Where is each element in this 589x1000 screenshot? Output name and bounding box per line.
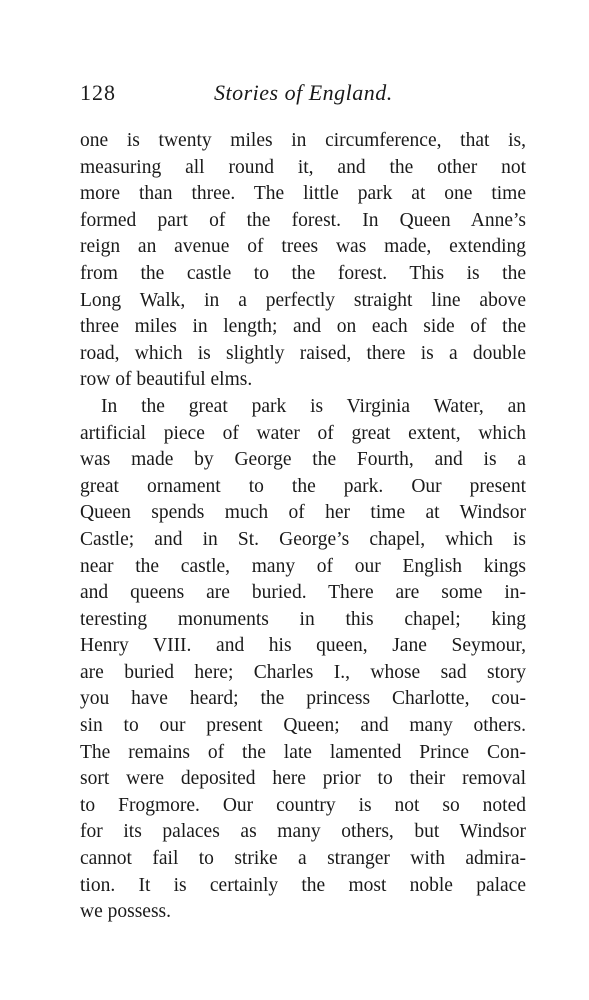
text-line: tion. It is certainly the most noble palace: [80, 874, 526, 896]
text-line: sort were deposited here prior to their removal: [80, 768, 526, 790]
text-line: one is twenty miles in circumference, that is,: [80, 130, 526, 151]
text-line: from the castle to the forest. This is the: [80, 262, 526, 284]
running-head: [80, 78, 530, 108]
text-line: are buried here; Charles I., whose sad story: [80, 661, 526, 683]
text-line: sin to our present Queen; and many others.: [80, 715, 526, 737]
text-line: road, which is slightly raised, there is a double: [80, 342, 526, 364]
text-line: measuring all round it, and the other not: [80, 156, 526, 178]
paragraph-1: [80, 128, 526, 394]
text-line: three miles in length; and on each side of the: [80, 316, 526, 338]
text-line: cannot fail to strike a stranger with admira-: [80, 848, 526, 870]
text-line: and queens are buried. There are some in-: [80, 582, 526, 604]
text-line: The remains of the late lamented Prince Con-: [80, 741, 526, 763]
text-line: Long Walk, in a perfectly straight line above: [80, 289, 526, 311]
text-line: we possess.: [80, 901, 171, 923]
page-number: 128: [80, 80, 116, 105]
text-line: to Frogmore. Our country is not so noted: [80, 794, 526, 816]
text-line: In the great park is Virginia Water, an: [101, 395, 526, 417]
text-line: row of beautiful elms.: [80, 369, 253, 391]
text-line: reign an avenue of trees was made, extending: [80, 236, 526, 258]
text-line: was made by George the Fourth, and is a: [80, 449, 526, 471]
text-line: formed part of the forest. In Queen Anne’s: [80, 209, 526, 231]
body-text: [80, 128, 526, 926]
text-line: great ornament to the park. Our present: [80, 475, 526, 497]
text-line: Castle; and in St. George’s chapel, which is: [80, 528, 526, 550]
text-line: Queen spends much of her time at Windsor: [80, 502, 526, 524]
text-line: for its palaces as many others, but Windsor: [80, 821, 526, 843]
text-line: Henry VIII. and his queen, Jane Seymour,: [80, 635, 526, 657]
text-line: more than three. The little park at one time: [80, 183, 526, 205]
paragraph-2: [80, 394, 526, 926]
text-line: you have heard; the princess Charlotte, cou-: [80, 688, 526, 710]
text-line: near the castle, many of our English kings: [80, 555, 526, 577]
text-line: teresting monuments in this chapel; king: [80, 608, 526, 630]
text-line: artificial piece of water of great extent, which: [80, 422, 526, 444]
running-title: Stories of England.: [214, 80, 393, 105]
